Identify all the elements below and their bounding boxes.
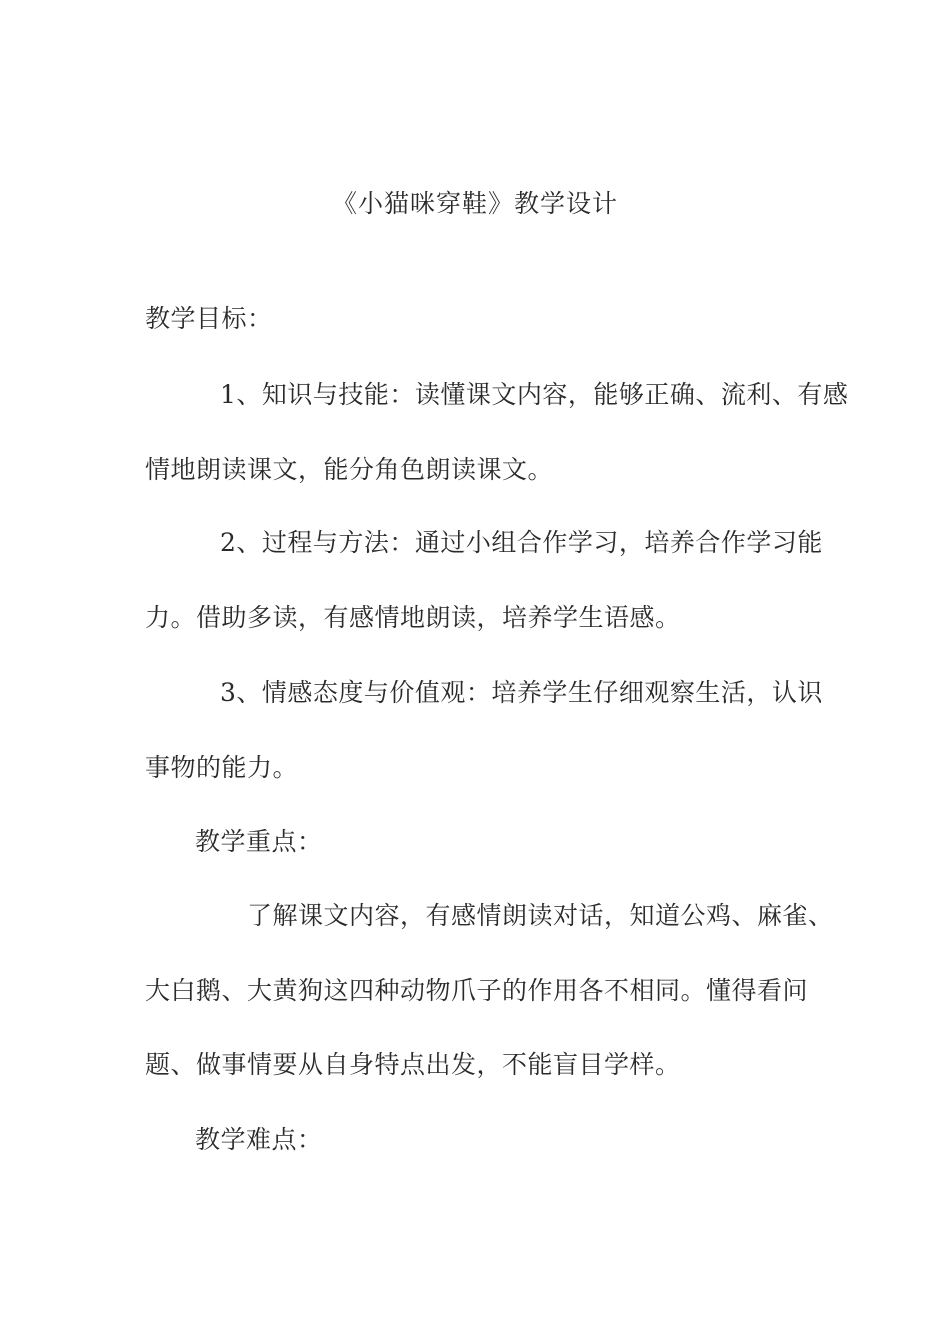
paragraph-line: 了解课文内容，有感情朗读对话，知道公鸡、麻雀、 — [247, 901, 834, 930]
paragraph-line: 2、过程与方法：通过小组合作学习，培养合作学习能 — [220, 528, 823, 557]
paragraph-line: 1、知识与技能：读懂课文内容，能够正确、流利、有感 — [220, 380, 849, 409]
paragraph-line: 题、做事情要从自身特点出发，不能盲目学样。 — [145, 1050, 681, 1079]
section-heading-key-points: 教学重点： — [195, 827, 323, 856]
section-heading-difficulties: 教学难点： — [195, 1125, 323, 1154]
paragraph-line: 力。借助多读，有感情地朗读，培养学生语感。 — [145, 603, 681, 632]
paragraph-line: 情地朗读课文，能分角色朗读课文。 — [145, 455, 554, 484]
paragraph-line: 事物的能力。 — [145, 753, 299, 782]
section-heading-objectives: 教学目标： — [145, 304, 273, 333]
document-title: 《小猫咪穿鞋》教学设计 — [331, 189, 618, 218]
paragraph-line: 大白鹅、大黄狗这四种动物爪子的作用各不相同。懂得看问 — [145, 976, 809, 1005]
paragraph-line: 3、情感态度与价值观：培养学生仔细观察生活，认识 — [220, 678, 823, 707]
